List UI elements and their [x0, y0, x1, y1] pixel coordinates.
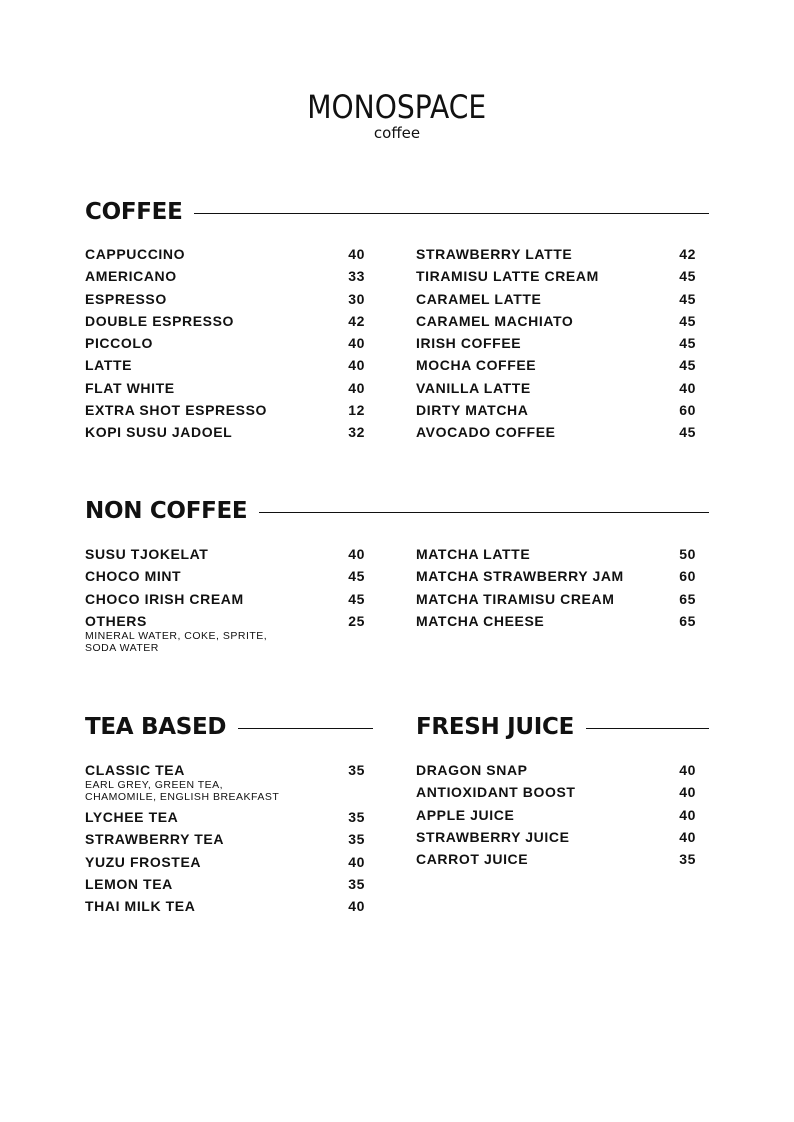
menu-item-name: VANILLA LATTE — [416, 379, 531, 396]
menu-item-name: CAPPUCCINO — [85, 246, 186, 262]
menu-item-name: PICCOLO — [85, 335, 153, 352]
menu-item-price: 40 — [679, 806, 696, 823]
menu-item-name: STRAWBERRY TEA — [85, 831, 225, 848]
menu-item — [416, 762, 696, 784]
menu-item-name: DRAGON SNAP — [416, 762, 528, 778]
menu-item-name: CHOCO IRISH CREAM — [85, 590, 244, 607]
section-header-non-coffee — [85, 497, 709, 525]
menu-item — [416, 807, 696, 829]
menu-item-price: 42 — [679, 246, 696, 262]
menu-item-price: 45 — [679, 268, 696, 285]
menu-item-name: MATCHA TIRAMISU CREAM — [416, 590, 615, 607]
menu-item-name: CHOCO MINT — [85, 568, 182, 585]
menu-item-price: 60 — [679, 568, 696, 585]
menu-item-price: 60 — [679, 402, 696, 419]
menu-item-price: 33 — [348, 268, 365, 285]
brand-name: MONOSPACE — [307, 88, 487, 126]
menu-item — [416, 313, 696, 335]
menu-item — [416, 357, 696, 379]
menu-item — [85, 335, 365, 357]
menu-item-name: MATCHA CHEESE — [416, 612, 545, 629]
menu-item-name: APPLE JUICE — [416, 806, 515, 823]
menu-item — [416, 784, 696, 806]
menu-item-name: EXTRA SHOT ESPRESSO — [85, 402, 268, 419]
menu-item-name: CARAMEL MACHIATO — [416, 312, 574, 329]
section-title: TEA BASED — [85, 714, 227, 740]
menu-item — [85, 380, 365, 402]
menu-item — [416, 335, 696, 357]
menu-item — [85, 246, 365, 268]
menu-item-name: STRAWBERRY LATTE — [416, 246, 573, 262]
non-coffee-list-right — [416, 546, 696, 635]
menu-item-name: FLAT WHITE — [85, 379, 175, 396]
menu-item — [416, 829, 696, 851]
menu-item-price: 40 — [348, 898, 365, 915]
menu-item-price: 25 — [348, 612, 365, 629]
section-divider — [238, 728, 373, 729]
menu-item-description: EARL GREY, GREEN TEA, CHAMOMILE, ENGLISH BREAKFAST — [85, 779, 280, 803]
menu-item — [416, 246, 696, 268]
menu-item — [416, 613, 696, 635]
menu-item — [85, 313, 365, 335]
menu-item — [416, 568, 696, 590]
menu-item-name: MATCHA STRAWBERRY JAM — [416, 568, 624, 585]
menu-item-name: ESPRESSO — [85, 290, 167, 307]
menu-item-price: 12 — [348, 402, 365, 419]
section-title: FRESH JUICE — [416, 714, 575, 740]
menu-item — [416, 268, 696, 290]
juice-list — [416, 762, 696, 873]
menu-item — [416, 591, 696, 613]
menu-item — [85, 424, 365, 446]
section-divider — [194, 213, 709, 214]
menu-item-price: 45 — [348, 590, 365, 607]
menu-item — [85, 546, 365, 568]
menu-item — [85, 357, 365, 379]
menu-item-price: 45 — [679, 424, 696, 441]
menu-item-price: 35 — [348, 875, 365, 892]
tea-list — [85, 762, 365, 920]
section-header-fresh-juice — [416, 713, 709, 741]
menu-item-name: STRAWBERRY JUICE — [416, 828, 570, 845]
menu-item-price: 40 — [348, 853, 365, 870]
menu-item — [416, 402, 696, 424]
brand-logo — [0, 88, 794, 142]
menu-item-name: LATTE — [85, 357, 133, 374]
menu-item-name: THAI MILK TEA — [85, 898, 196, 915]
menu-item — [416, 424, 696, 446]
menu-item-price: 50 — [679, 546, 696, 562]
menu-item-price: 45 — [348, 568, 365, 585]
section-title: NON COFFEE — [85, 498, 248, 524]
menu-item — [85, 762, 365, 809]
menu-item-price: 40 — [679, 828, 696, 845]
menu-item-name: CARAMEL LATTE — [416, 290, 542, 307]
menu-item — [85, 809, 365, 831]
menu-item-price: 45 — [679, 290, 696, 307]
menu-item-price: 35 — [348, 762, 365, 778]
menu-item-description: MINERAL WATER, COKE, SPRITE, SODA WATER — [85, 629, 268, 654]
menu-item-price: 42 — [348, 312, 365, 329]
menu-item-price: 45 — [679, 357, 696, 374]
menu-item-name: CLASSIC TEA — [85, 762, 185, 778]
menu-item-price: 32 — [348, 424, 365, 441]
menu-item-name: MATCHA LATTE — [416, 546, 531, 562]
menu-item — [85, 613, 365, 660]
menu-item-price: 35 — [348, 831, 365, 848]
menu-item-name: AMERICANO — [85, 268, 177, 285]
menu-item — [85, 831, 365, 853]
section-title: COFFEE — [85, 199, 183, 225]
menu-item-name: CARROT JUICE — [416, 851, 529, 868]
menu-item — [85, 898, 365, 920]
menu-item — [85, 402, 365, 424]
menu-item — [85, 268, 365, 290]
coffee-list-right — [416, 246, 696, 447]
section-divider — [586, 728, 709, 729]
menu-item — [85, 291, 365, 313]
menu-item-price: 45 — [679, 312, 696, 329]
menu-item-name: IRISH COFFEE — [416, 335, 522, 352]
section-header-coffee — [85, 198, 709, 226]
menu-item-price: 40 — [679, 762, 696, 778]
non-coffee-list-left — [85, 546, 365, 660]
menu-item — [416, 291, 696, 313]
menu-item-name: DOUBLE ESPRESSO — [85, 312, 235, 329]
menu-item — [416, 851, 696, 873]
menu-item-price: 40 — [348, 357, 365, 374]
menu-item-name: AVOCADO COFFEE — [416, 424, 556, 441]
menu-item-price: 40 — [348, 335, 365, 352]
brand-subtitle: coffee — [373, 124, 421, 142]
menu-item-name: DIRTY MATCHA — [416, 402, 529, 419]
menu-item — [416, 380, 696, 402]
menu-item — [85, 591, 365, 613]
section-divider — [259, 512, 709, 513]
menu-item-name: TIRAMISU LATTE CREAM — [416, 268, 599, 285]
menu-item-name: MOCHA COFFEE — [416, 357, 537, 374]
menu-item-name: KOPI SUSU JADOEL — [85, 424, 233, 441]
menu-item-name: OTHERS — [85, 612, 147, 629]
menu-item-price: 45 — [679, 335, 696, 352]
menu-item-name: LEMON TEA — [85, 875, 173, 892]
menu-item-price: 65 — [679, 612, 696, 629]
menu-item-price: 30 — [348, 290, 365, 307]
menu-item-price: 40 — [679, 379, 696, 396]
menu-item-price: 35 — [679, 851, 696, 868]
menu-item-price: 40 — [348, 246, 365, 262]
menu-item-name: LYCHEE TEA — [85, 809, 179, 825]
menu-item-price: 65 — [679, 590, 696, 607]
coffee-list-left — [85, 246, 365, 447]
menu-item-name: SUSU TJOKELAT — [85, 546, 209, 562]
menu-item-price: 40 — [348, 546, 365, 562]
menu-item — [416, 546, 696, 568]
menu-item — [85, 568, 365, 590]
menu-item-name: YUZU FROSTEA — [85, 853, 202, 870]
menu-item — [85, 876, 365, 898]
menu-item-price: 40 — [348, 379, 365, 396]
menu-item-name: ANTIOXIDANT BOOST — [416, 784, 576, 801]
menu-item-price: 40 — [679, 784, 696, 801]
menu-item — [85, 854, 365, 876]
section-header-tea-based — [85, 713, 373, 741]
menu-item-price: 35 — [348, 809, 365, 825]
